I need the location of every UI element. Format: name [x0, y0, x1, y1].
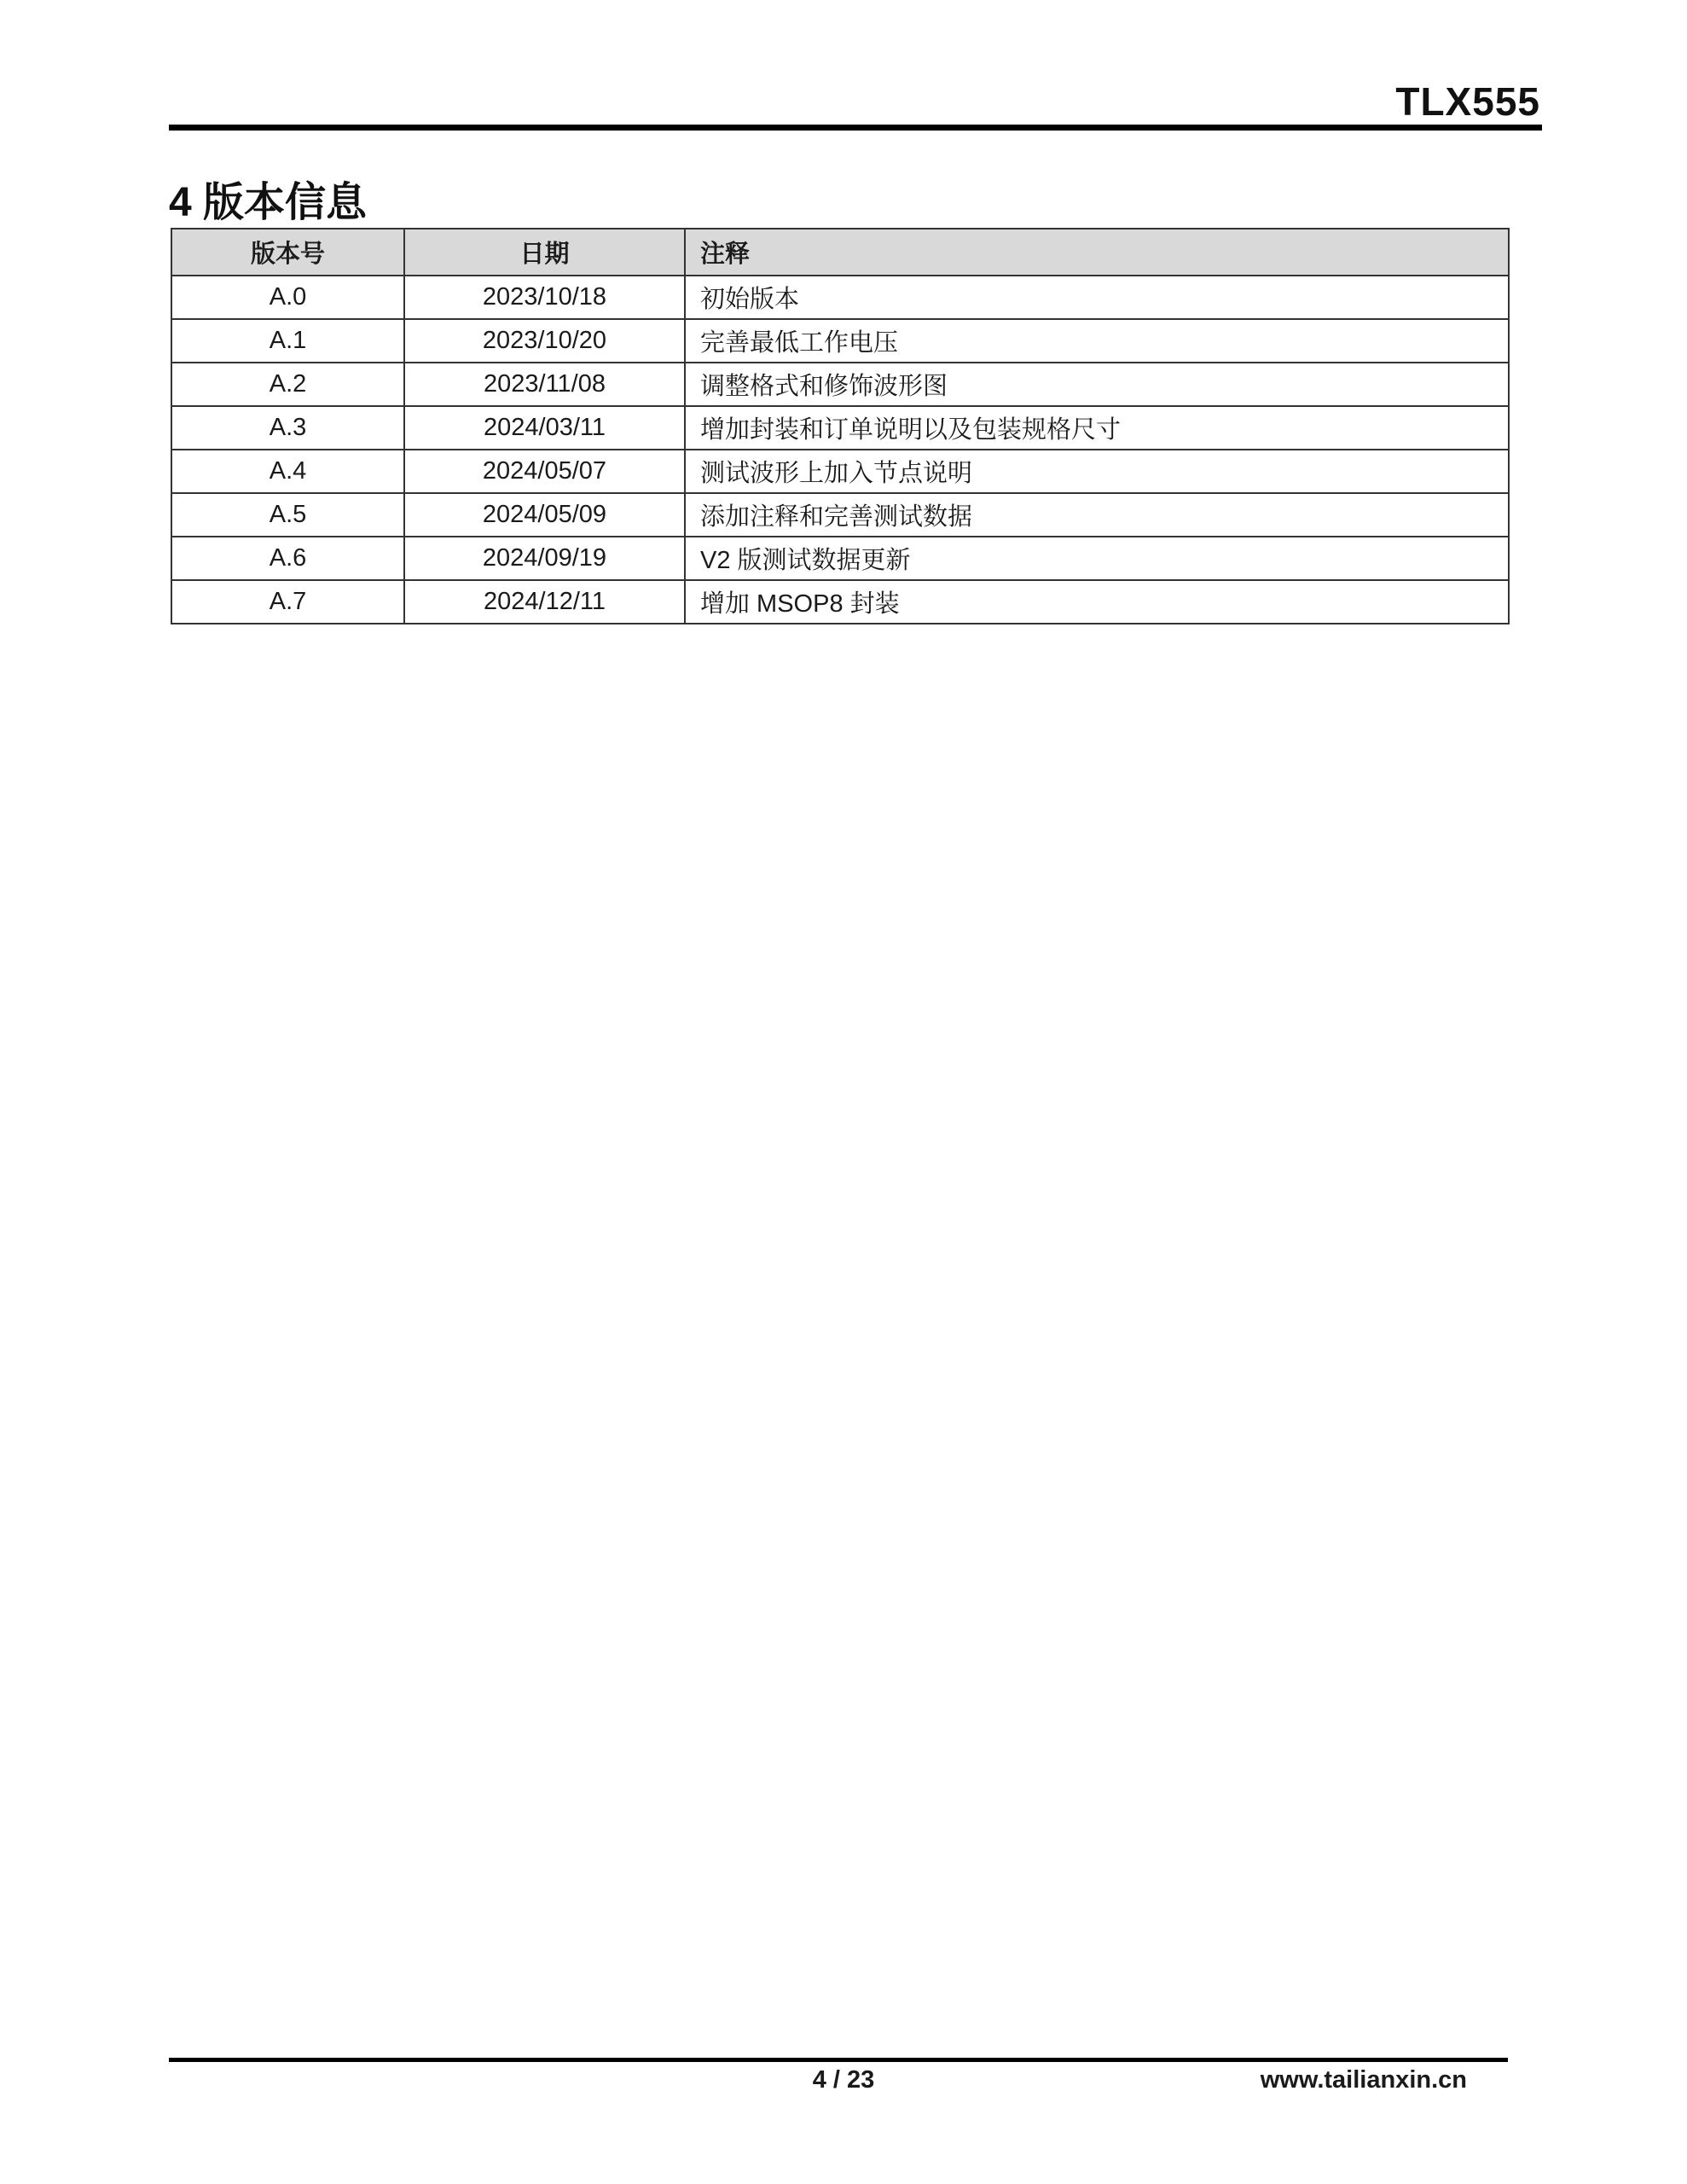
cell-notes: 调整格式和修饰波形图 [685, 363, 1509, 406]
cell-notes: 增加 MSOP8 封装 [685, 580, 1509, 624]
table-row [171, 580, 1509, 624]
column-header-version: 版本号 [171, 229, 404, 276]
table-header-row [171, 229, 1509, 276]
table-row [171, 363, 1509, 406]
cell-date: 2024/12/11 [404, 580, 685, 624]
section-heading: 4 版本信息 [169, 180, 368, 225]
cell-notes: 初始版本 [685, 276, 1509, 319]
column-header-notes: 注释 [685, 229, 1509, 276]
cell-notes: 测试波形上加入节点说明 [685, 450, 1509, 493]
revision-table [171, 228, 1510, 624]
website-url: www.tailianxin.cn [1260, 2066, 1467, 2094]
cell-version: A.5 [171, 493, 404, 537]
cell-notes: 增加封装和订单说明以及包装规格尺寸 [685, 406, 1509, 450]
cell-notes: V2 版测试数据更新 [685, 537, 1509, 580]
table-row [171, 406, 1509, 450]
table-row [171, 537, 1509, 580]
cell-version: A.4 [171, 450, 404, 493]
table-row [171, 319, 1509, 363]
cell-version: A.1 [171, 319, 404, 363]
cell-notes: 完善最低工作电压 [685, 319, 1509, 363]
footer-divider [169, 2058, 1508, 2062]
cell-version: A.0 [171, 276, 404, 319]
cell-notes: 添加注释和完善测试数据 [685, 493, 1509, 537]
cell-date: 2023/10/18 [404, 276, 685, 319]
document-title: TLX555 [1395, 79, 1540, 124]
cell-version: A.3 [171, 406, 404, 450]
table-row [171, 493, 1509, 537]
cell-version: A.2 [171, 363, 404, 406]
table-row [171, 450, 1509, 493]
cell-version: A.6 [171, 537, 404, 580]
cell-date: 2024/05/09 [404, 493, 685, 537]
cell-date: 2024/03/11 [404, 406, 685, 450]
cell-date: 2024/09/19 [404, 537, 685, 580]
column-header-date: 日期 [404, 229, 685, 276]
table-row [171, 276, 1509, 319]
header-divider [169, 125, 1542, 131]
page-number: 4 / 23 [812, 2066, 875, 2094]
cell-date: 2024/05/07 [404, 450, 685, 493]
cell-version: A.7 [171, 580, 404, 624]
cell-date: 2023/11/08 [404, 363, 685, 406]
cell-date: 2023/10/20 [404, 319, 685, 363]
